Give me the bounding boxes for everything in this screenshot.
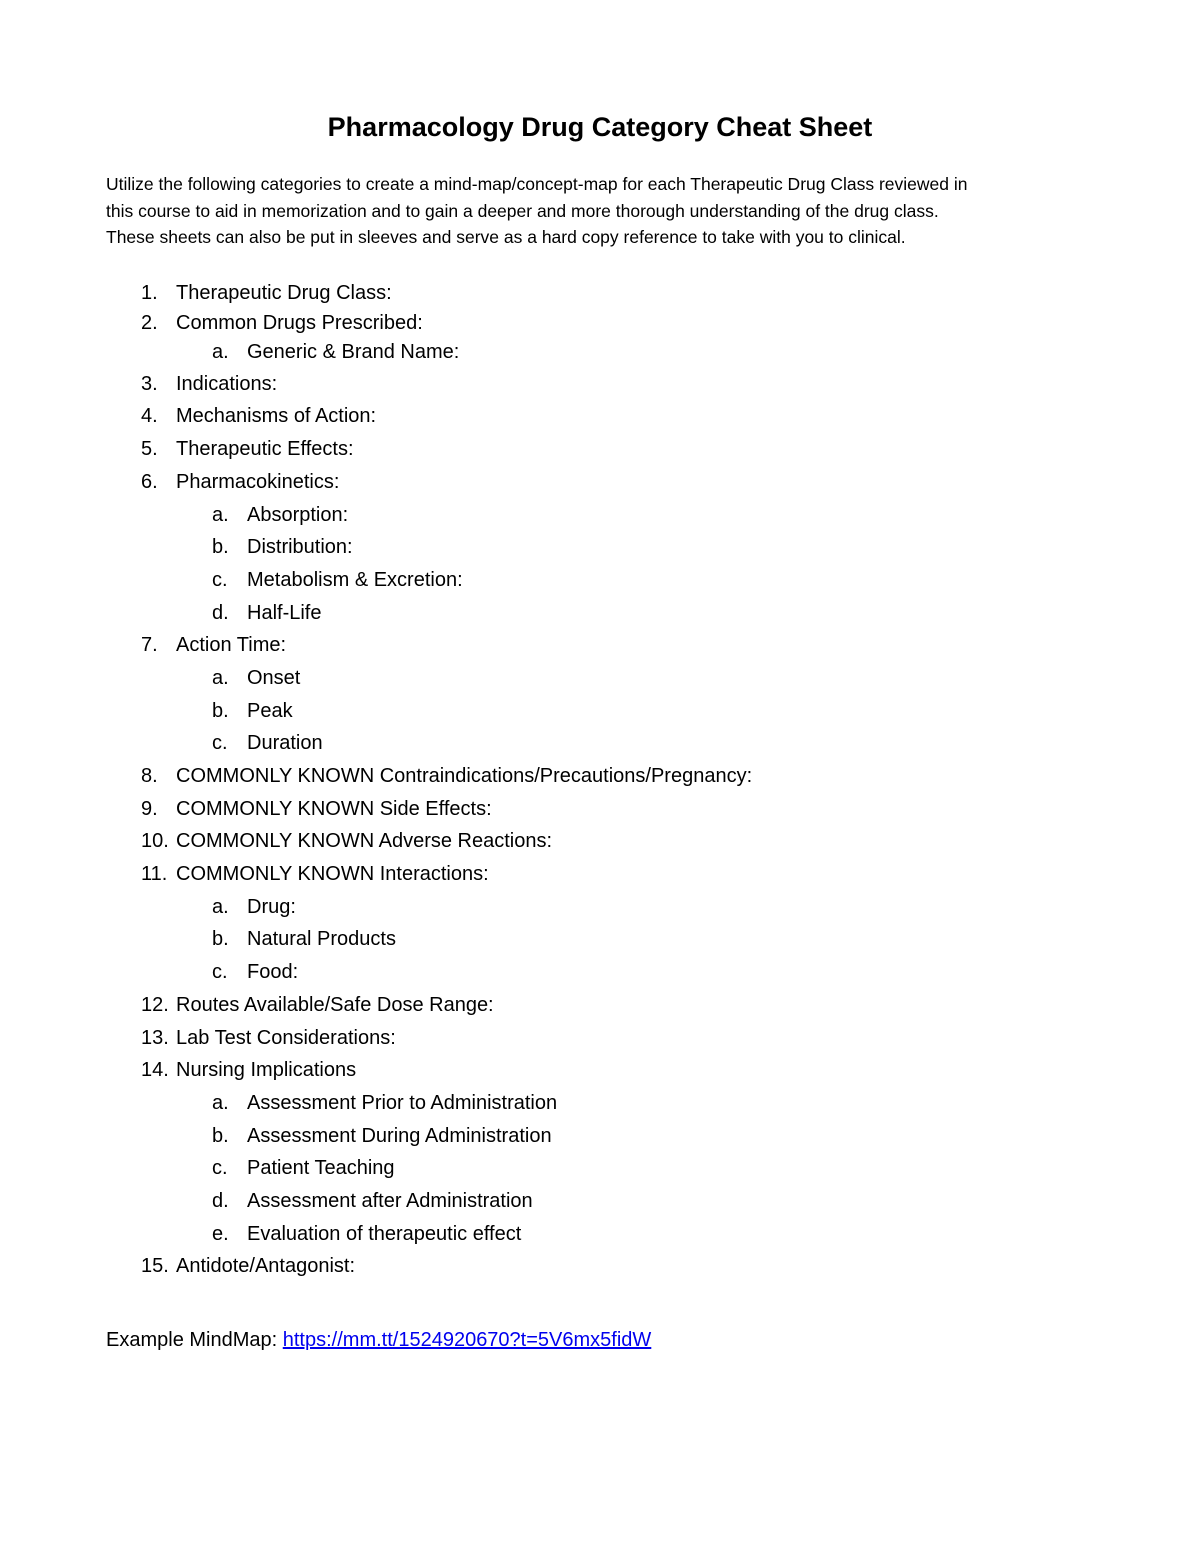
outline-subitem-label: Evaluation of therapeutic effect bbox=[247, 1222, 522, 1245]
outline-subitem-label: Patient Teaching bbox=[247, 1157, 395, 1180]
outline-subitem bbox=[0, 891, 1200, 924]
outline-subitem-label: Assessment after Administration bbox=[247, 1189, 533, 1212]
outline-subitem-letter: b. bbox=[212, 536, 229, 559]
outline-item-number: 7. bbox=[141, 634, 158, 657]
outline-subitem-label: Food: bbox=[247, 961, 299, 984]
outline-item bbox=[0, 858, 1200, 891]
outline-subitem-letter: e. bbox=[212, 1222, 229, 1245]
example-mindmap bbox=[106, 1325, 651, 1355]
outline-subitem-label: Metabolism & Excretion: bbox=[247, 568, 463, 591]
outline-subitem-letter: a. bbox=[212, 666, 229, 689]
outline-subitem-label: Assessment Prior to Administration bbox=[247, 1091, 558, 1114]
outline-item bbox=[0, 825, 1200, 858]
outline-subitem bbox=[0, 564, 1200, 597]
outline-subitem-letter: a. bbox=[212, 1091, 229, 1114]
outline-subitem bbox=[0, 1087, 1200, 1120]
outline-item bbox=[0, 989, 1200, 1022]
outline-item-label: COMMONLY KNOWN Adverse Reactions: bbox=[176, 830, 553, 853]
outline-subitem-label: Drug: bbox=[247, 895, 296, 918]
outline-item-number: 3. bbox=[141, 372, 158, 395]
outline-subitem bbox=[0, 923, 1200, 956]
outline-subitem-letter: c. bbox=[212, 961, 228, 984]
category-outline bbox=[0, 279, 1200, 1283]
outline-item-number: 1. bbox=[141, 282, 158, 304]
page-title: Pharmacology Drug Category Cheat Sheet bbox=[327, 112, 873, 142]
outline-subitem-letter: c. bbox=[212, 1157, 228, 1180]
outline-subitem-label: Half-Life bbox=[247, 601, 322, 624]
outline-subitem bbox=[0, 531, 1200, 564]
outline-item bbox=[0, 629, 1200, 662]
outline-item-number: 15. bbox=[141, 1255, 169, 1278]
outline-item-label: Nursing Implications bbox=[176, 1059, 357, 1082]
outline-item-number: 12. bbox=[141, 993, 169, 1016]
outline-item-number: 10. bbox=[141, 830, 169, 853]
outline-item bbox=[0, 368, 1200, 401]
intro-line: These sheets can also be put in sleeves and serve as a hard copy reference to take with you to clinical. bbox=[106, 227, 906, 247]
outline-subitem bbox=[0, 956, 1200, 989]
outline-subitem-label: Peak bbox=[247, 699, 293, 722]
outline-subitem bbox=[0, 1185, 1200, 1218]
outline-item-label: Pharmacokinetics: bbox=[176, 470, 340, 493]
outline-subitem bbox=[0, 662, 1200, 695]
outline-subitem bbox=[0, 1218, 1200, 1251]
outline-item bbox=[0, 760, 1200, 793]
outline-subitem-label: Natural Products bbox=[247, 928, 396, 951]
outline-item bbox=[0, 1054, 1200, 1087]
outline-item-label: Common Drugs Prescribed: bbox=[176, 311, 423, 334]
outline-item-label: COMMONLY KNOWN Interactions: bbox=[176, 863, 489, 886]
outline-subitem-label: Distribution: bbox=[247, 536, 353, 559]
outline-item-number: 4. bbox=[141, 405, 158, 428]
outline-subitem bbox=[0, 727, 1200, 760]
outline-item-number: 6. bbox=[141, 470, 158, 493]
outline-subitem-label: Duration bbox=[247, 732, 323, 755]
outline-item bbox=[0, 400, 1200, 433]
outline-item-label: Action Time: bbox=[176, 634, 287, 657]
outline-subitem-letter: d. bbox=[212, 1189, 229, 1212]
outline-subitem-letter: c. bbox=[212, 732, 228, 755]
outline-subitem-label: Absorption: bbox=[247, 503, 349, 526]
example-label: Example MindMap: bbox=[106, 1329, 278, 1351]
outline-subitem-letter: b. bbox=[212, 928, 229, 951]
outline-subitem-label: Onset bbox=[247, 666, 301, 689]
outline-item-number: 9. bbox=[141, 797, 158, 820]
intro-paragraph bbox=[106, 171, 1096, 251]
outline-subitem bbox=[0, 499, 1200, 532]
outline-subitem bbox=[0, 1120, 1200, 1153]
outline-subitem-letter: b. bbox=[212, 699, 229, 722]
outline-item-label: Indications: bbox=[176, 372, 278, 395]
outline-subitem bbox=[0, 338, 1200, 368]
outline-item bbox=[0, 1250, 1200, 1283]
outline-item-number: 11. bbox=[141, 863, 168, 886]
outline-item-label: Antidote/Antagonist: bbox=[176, 1255, 356, 1278]
outline-subitem bbox=[0, 597, 1200, 630]
intro-line: this course to aid in memorization and to gain a deeper and more thorough understanding of the drug class. bbox=[106, 200, 939, 221]
outline-item bbox=[0, 793, 1200, 826]
outline-item-label: Lab Test Considerations: bbox=[176, 1026, 396, 1049]
outline-subitem bbox=[0, 1152, 1200, 1185]
outline-item-number: 8. bbox=[141, 765, 158, 788]
outline-subitem-letter: a. bbox=[212, 341, 229, 364]
outline-item-label: Mechanisms of Action: bbox=[176, 405, 377, 428]
outline-item-label: Routes Available/Safe Dose Range: bbox=[176, 993, 494, 1016]
outline-item-number: 14. bbox=[141, 1059, 169, 1082]
outline-item bbox=[0, 433, 1200, 466]
outline-subitem-label: Generic & Brand Name: bbox=[247, 341, 460, 364]
outline-item-number: 2. bbox=[141, 311, 158, 334]
outline-subitem-letter: d. bbox=[212, 601, 229, 624]
outline-item bbox=[0, 466, 1200, 499]
outline-item bbox=[0, 309, 1200, 339]
outline-item-label: COMMONLY KNOWN Side Effects: bbox=[176, 797, 492, 820]
intro-line: Utilize the following categories to create a mind-map/concept-map for each Therapeutic Drug Class reviewed in bbox=[106, 174, 968, 194]
outline-item-number: 13. bbox=[141, 1026, 169, 1049]
outline-subitem-letter: b. bbox=[212, 1124, 229, 1147]
outline-subitem-label: Assessment During Administration bbox=[247, 1124, 552, 1147]
outline-subitem bbox=[0, 695, 1200, 728]
outline-item bbox=[0, 279, 1200, 309]
outline-item-number: 5. bbox=[141, 438, 158, 461]
outline-item-label: COMMONLY KNOWN Contraindications/Precautions/Pregnancy: bbox=[176, 765, 753, 788]
outline-subitem-letter: a. bbox=[212, 503, 229, 526]
example-mindmap-link[interactable]: https://mm.tt/1524920670?t=5V6mx5fidW bbox=[282, 1329, 652, 1351]
outline-subitem-letter: c. bbox=[212, 568, 228, 591]
outline-item-label: Therapeutic Drug Class: bbox=[176, 282, 392, 304]
outline-item bbox=[0, 1022, 1200, 1055]
outline-subitem-letter: a. bbox=[212, 895, 229, 918]
outline-item-label: Therapeutic Effects: bbox=[176, 438, 354, 461]
